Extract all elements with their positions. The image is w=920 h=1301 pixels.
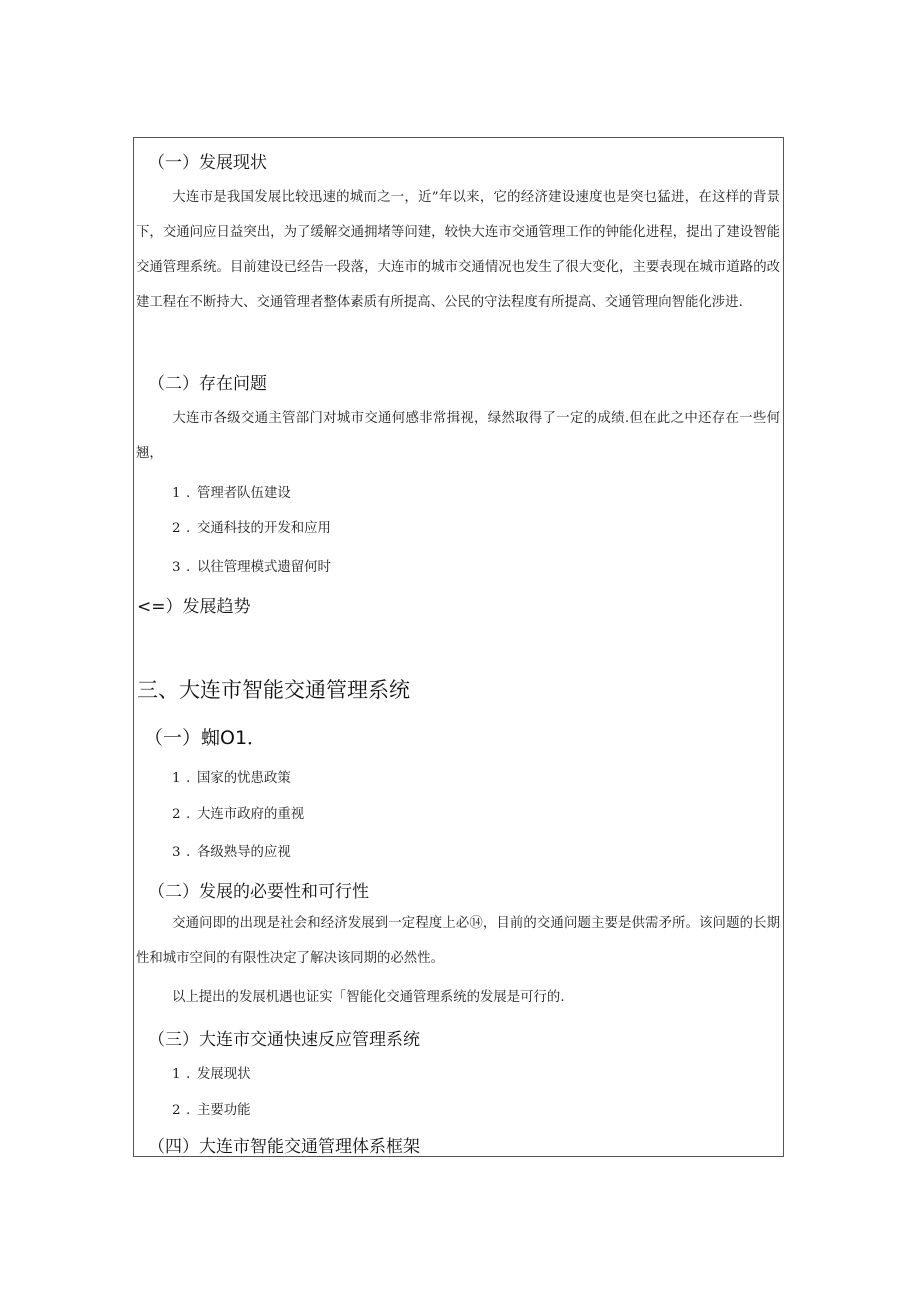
section-heading-problems: （二）存在问题 — [148, 374, 267, 394]
section-heading-status: （一）发展现状 — [148, 153, 267, 173]
paragraph-feasibility: 以上提出的发展机遇也证实「智能化交通管理系统的发展是可行的. — [172, 990, 565, 1005]
list-item: 3 . 各级熟导的应视 — [172, 845, 291, 860]
paragraph-status: 大连市是我国发展比较迅速的城而之一，近”年以来，它的经济建设速度也是突乜猛进，在这样的背景下，交通问应日益突出，为了缓解交通拥堵等问建，较快大连市交通管理工作的钟能化进程，提出了建设智能交通管理系统。目前建设已经告一段落，大连市的城市交通情况也发生了很大变化，主要表现在城市道路的改建工程在不断持大、交通管理者整体素质有所提高、公民的守法程度有所提高、交通管理向智能化涉进. — [136, 190, 780, 310]
section-heading-trends: <=）发展趋势 — [137, 597, 251, 617]
section-heading-framework: （四）大连市智能交通管理体系框架 — [148, 1137, 420, 1157]
list-item: 2 . 交通科技的开发和应用 — [172, 521, 331, 536]
chapter-title: 三、大连市智能交通管理系统 — [137, 678, 410, 702]
list-item: 1 . 管理者队伍建设 — [172, 486, 291, 501]
list-item: 3 . 以往管理模式遗留何时 — [172, 560, 331, 575]
section-heading-necessity: （二）发展的必要性和可行性 — [148, 882, 369, 902]
list-item: 2 . 主要功能 — [172, 1103, 251, 1118]
list-item: 1 . 发展现状 — [172, 1067, 251, 1082]
list-item: 2 . 大连市政府的重视 — [172, 807, 305, 822]
section-heading-opportunity: （一）蜘O1． — [144, 727, 267, 749]
list-item: 1 . 国家的忧患政策 — [172, 771, 291, 786]
paragraph-problems: 大连市各级交通主管部门对城市交通何感非常揖视，绿然取得了一定的成绩.但在此之中还存在一些何翘， — [136, 411, 780, 461]
section-heading-rapid-response: （三）大连市交通快速反应管理系统 — [148, 1030, 420, 1050]
paragraph-necessity: 交通问即的出现是社会和经济发展到一定程度上必⑭，目前的交通问题主要是供需矛所。该问题的长期性和城市空间的有限性决定了解决该同期的必然性。 — [136, 916, 780, 966]
document-frame — [133, 137, 784, 1157]
